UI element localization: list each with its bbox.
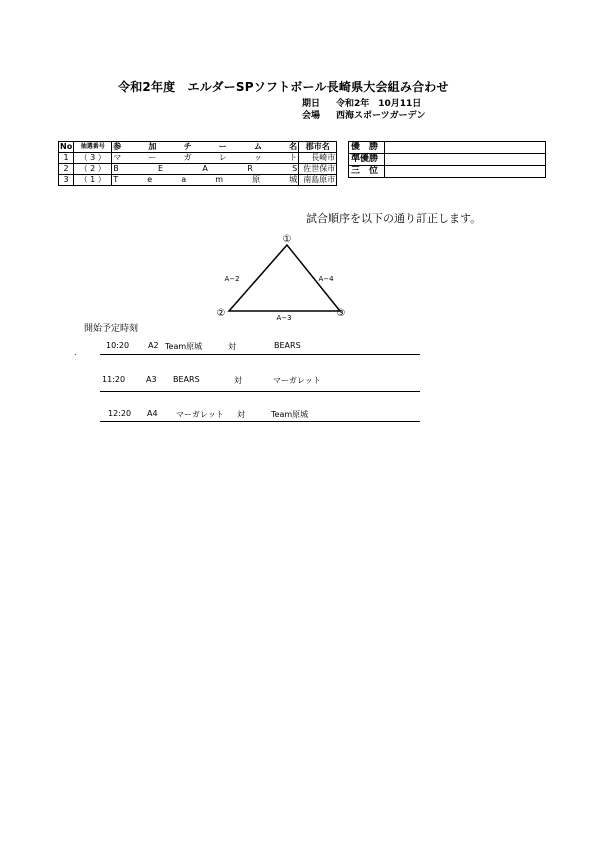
document-title: 令和2年度 エルダーSPソフトボール長崎県大会組み合わせ [118,80,449,94]
schedule-row [100,375,420,389]
header-char: 名 [289,142,298,151]
row-no: 2 [59,164,74,175]
team-char: T [113,175,119,184]
header-city: 郡市名 [299,142,337,153]
match-away: マーガレット [273,376,321,385]
row-draw: （ 2 ） [74,164,112,175]
table-row [59,164,337,175]
round-robin-diagram [210,232,360,322]
team-char: R [247,164,253,173]
table-row [349,154,546,166]
node-3-label: ③ [336,308,346,319]
table-row [349,166,546,178]
match-vs: 対 [228,342,236,351]
result-value-champion [385,142,546,154]
result-label-third: 三 位 [349,166,385,178]
result-value-runner-up [385,154,546,166]
match-home: Team原城 [165,342,203,351]
team-name-spread [113,175,297,185]
header-char: 参 [113,142,122,151]
schedule-label: 開始予定時刻 [84,324,139,334]
match-away: BEARS [274,341,301,350]
row-no: 3 [59,175,74,186]
header-team [112,142,299,153]
team-char: ー [148,153,157,162]
team-char: a [181,175,187,184]
team-char: E [158,164,164,173]
team-name-spread [113,164,297,174]
header-draw: 抽選番号 [74,142,112,153]
results-table [348,141,546,178]
schedule-divider [100,391,420,392]
team-char: 原 [252,175,261,184]
team-char: S [292,164,298,173]
result-label-runner-up: 準優勝 [349,154,385,166]
header-char: チ [183,142,192,151]
match-vs: 対 [237,410,245,419]
edge-a4-label: A−4 [318,275,334,283]
row-city: 長崎市 [299,153,337,164]
venue-label: 会場 [302,111,321,121]
correction-notice: 試合順序を以下の通り訂正します。 [306,212,482,225]
match-id: A3 [146,375,157,384]
team-name-spread [113,153,297,163]
team-char: 城 [289,175,298,184]
team-char: e [147,175,153,184]
stray-mark: . [74,348,77,357]
team-header-spread [113,142,297,152]
match-home: BEARS [173,375,200,384]
team-char: マ [113,153,122,162]
row-draw: （ 3 ） [74,153,112,164]
header-no: No [60,142,73,151]
match-time: 12:20 [108,409,132,418]
row-no: 1 [59,153,74,164]
match-time: 10:20 [106,341,130,350]
match-away: Team原城 [271,410,309,419]
header-char: 加 [148,142,157,151]
team-char: A [202,164,208,173]
table-row [59,153,337,164]
result-label-champion: 優 勝 [349,142,385,154]
match-id: A4 [147,409,158,418]
date-value: 令和2年 10月11日 [336,99,422,109]
result-value-third [385,166,546,178]
row-team [112,164,299,175]
schedule-divider [100,421,420,422]
match-vs: 対 [234,376,242,385]
row-city: 南島原市 [299,175,337,186]
row-team [112,153,299,164]
row-team [112,175,299,186]
team-char: ッ [253,153,262,162]
match-id: A2 [148,341,159,350]
row-city: 佐世保市 [299,164,337,175]
header-char: ム [253,142,262,151]
match-time: 11:20 [102,375,126,384]
table-row [59,175,337,186]
team-char: レ [218,153,227,162]
schedule-row [100,341,420,355]
node-1-label: ① [282,234,292,245]
team-char: m [215,175,223,184]
team-char: B [113,164,119,173]
date-label: 期日 [302,99,321,109]
team-char: ガ [183,153,192,162]
venue-value: 西海スポーツガーデン [336,111,426,121]
team-char: ト [289,153,298,162]
match-home: マーガレット [176,410,224,419]
node-2-label: ② [216,308,226,319]
schedule-divider [100,354,420,355]
edge-a3-label: A−3 [276,314,292,322]
edge-a2-label: A−2 [224,275,240,283]
table-row [349,142,546,154]
header-char: ー [218,142,227,151]
entries-table [58,141,337,186]
row-draw: （ 1 ） [74,175,112,186]
entries-header-row [59,142,337,153]
